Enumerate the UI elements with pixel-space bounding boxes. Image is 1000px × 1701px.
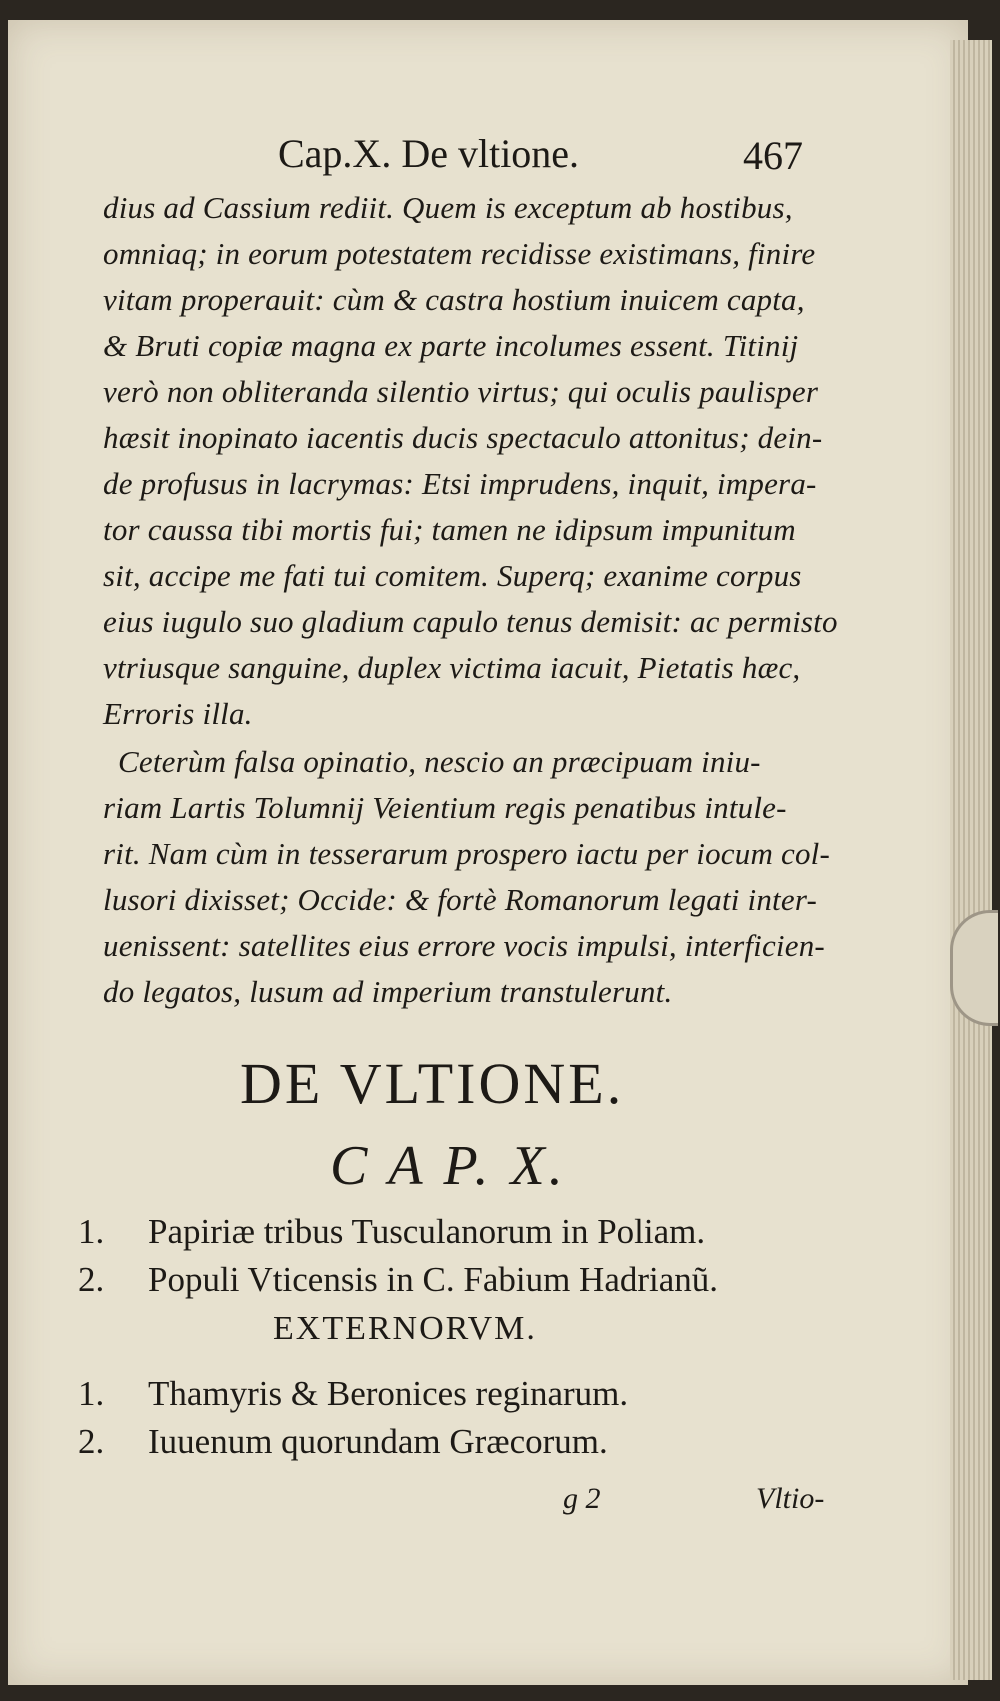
contents-item	[78, 1260, 718, 1300]
section-title: DE VLTIONE.	[240, 1051, 625, 1116]
item-number: 1.	[78, 1374, 105, 1413]
text-line: & Bruti copiæ magna ex parte incolumes essent. Titinij	[103, 328, 799, 363]
text-line: rit. Nam cùm in tesserarum prospero iactu per iocum col-	[103, 836, 831, 871]
text-line: de profusus in lacrymas: Etsi imprudens, inquit, impera-	[103, 466, 817, 501]
item-text: Populi Vticensis in C. Fabium Hadrianũ.	[148, 1260, 719, 1299]
text-line: sit, accipe me fati tui comitem. Superq; exanime corpus	[103, 558, 802, 593]
chapter-label: C A P. X.	[330, 1135, 567, 1197]
catchword: Vltio-	[756, 1482, 825, 1515]
item-number: 2.	[78, 1422, 105, 1461]
item-text: Papiriæ tribus Tusculanorum in Poliam.	[148, 1212, 706, 1251]
text-line: dius ad Cassium rediit. Quem is exceptum ab hostibus,	[103, 190, 793, 225]
item-number: 1.	[78, 1212, 105, 1251]
text-line: hæsit inopinato iacentis ducis spectaculo attonitus; dein-	[103, 420, 823, 455]
external-heading: EXTERNORVM.	[273, 1310, 537, 1347]
page-edges	[950, 40, 992, 1680]
text-line: do legatos, lusum ad imperium transtulerunt.	[103, 974, 673, 1009]
text-line: vtriusque sanguine, duplex victima iacuit, Pietatis hæc,	[103, 650, 801, 685]
running-title: Cap.X. De vltione.	[278, 131, 580, 176]
contents-item	[78, 1422, 608, 1462]
book-page	[8, 20, 968, 1685]
contents-item	[78, 1374, 628, 1414]
page-text-area	[8, 20, 968, 1685]
text-line: eius iugulo suo gladium capulo tenus demisit: ac permisto	[103, 604, 838, 639]
page-number: 467	[743, 133, 803, 178]
item-text: Iuuenum quorundam Græcorum.	[148, 1422, 608, 1461]
text-line: verò non obliteranda silentio virtus; qui oculis paulisper	[103, 374, 819, 409]
text-line: Erroris illa.	[103, 696, 253, 731]
signature-mark: g 2	[563, 1482, 601, 1515]
text-line: Ceterùm falsa opinatio, nescio an præcipuam iniu-	[118, 744, 761, 779]
item-text: Thamyris & Beronices reginarum.	[148, 1374, 629, 1413]
contents-item	[78, 1212, 705, 1252]
text-line: tor caussa tibi mortis fui; tamen ne idipsum impunitum	[103, 512, 796, 547]
item-number: 2.	[78, 1260, 105, 1299]
text-line: uenissent: satellites eius errore vocis impulsi, interficien-	[103, 928, 825, 963]
text-line: riam Lartis Tolumnij Veientium regis penatibus intule-	[103, 790, 787, 825]
text-line: vitam properauit: cùm & castra hostium inuicem capta,	[103, 282, 805, 317]
text-line: omniaq; in eorum potestatem recidisse existimans, finire	[103, 236, 816, 271]
text-line: lusori dixisset; Occide: & fortè Romanorum legati inter-	[103, 882, 817, 917]
page-clip	[950, 910, 998, 1026]
